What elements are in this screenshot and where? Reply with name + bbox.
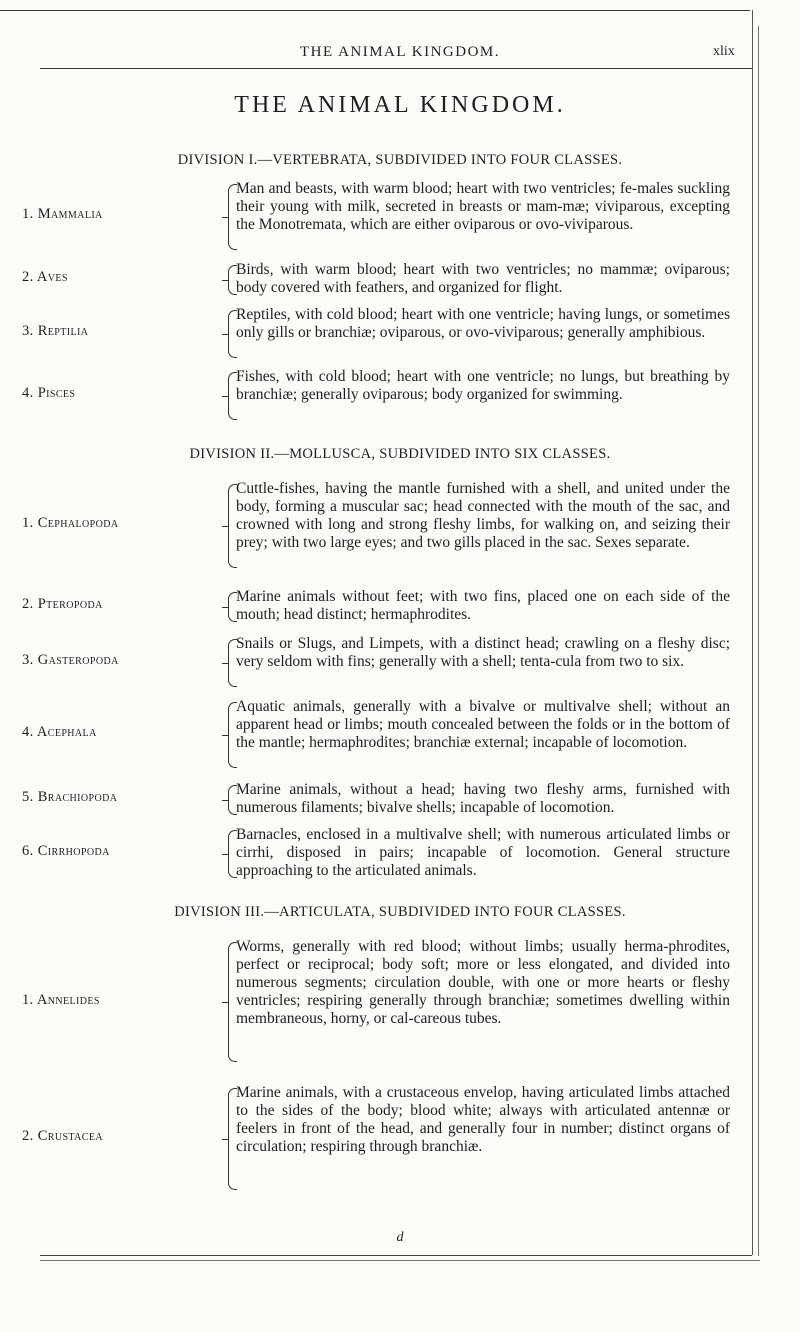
class-label: 2. Aves — [22, 269, 68, 285]
class-label: 1. Mammalia — [22, 206, 103, 222]
class-description: Man and beasts, with warm blood; heart with two ventricles; fe-males suckling their young with milk, secreted in breasts or mam-mæ; viviparous, excepting the Monotremata, which are either oviparous or ovo-viviparous. — [236, 180, 730, 233]
running-head: THE ANIMAL KINGDOM. — [299, 44, 500, 60]
division-heading: DIVISION II.—MOLLUSCA, SUBDIVIDED INTO SIX CLASSES. — [189, 446, 611, 462]
bottom-rule — [40, 1260, 760, 1261]
signature-mark: d — [396, 1230, 404, 1245]
class-description: Birds, with warm blood; heart with two ventricles; no mammæ; oviparous; body covered with feathers, and organized for flight. — [236, 261, 730, 296]
header-rule — [40, 68, 752, 69]
class-description: Aquatic animals, generally with a bivalve or multivalve shell; without an apparent head or limbs; mouth concealed between the folds or in the bottom of the mantle; hermaphrodites; branchiæ external; incapable of locomotion. — [236, 698, 730, 751]
class-label: 2. Pteropoda — [22, 596, 103, 612]
class-label: 4. Pisces — [22, 385, 76, 401]
class-label: 4. Acephala — [22, 724, 97, 740]
class-description: Marine animals, with a crustaceous envelop, having articulated limbs attached to the sides of the body; blood white; always with articulated antennæ or feelers in front of the head, and generally four in number; distinct organs of circulation; respiring through branchiæ. — [236, 1084, 730, 1155]
class-label: 5. Brachiopoda — [22, 789, 118, 805]
page-edge-line — [758, 26, 759, 1256]
class-label: 2. Crustacea — [22, 1128, 103, 1144]
class-description: Worms, generally with red blood; without limbs; usually herma-phrodites, perfect or reciprocal; body soft; more or less elongated, and divided into numerous segments; circulation double, with one or more hearts or fleshy ventricles; respiring generally through branchiæ; sometimes dwelling within membraneous, horny, or cal-careous tubes. — [236, 938, 730, 1027]
division-heading: DIVISION III.—ARTICULATA, SUBDIVIDED INTO FOUR CLASSES. — [174, 904, 626, 920]
class-label: 6. Cirrhopoda — [22, 843, 110, 859]
class-description: Cuttle-fishes, having the mantle furnished with a shell, and united under the body, forming a muscular sac; head connected with the mouth of the sac, and crowned with long and strong fleshy limbs, for walking on, and seizing their prey; with two large eyes; and two gills placed in the sac. Sexes separate. — [236, 480, 730, 551]
division-heading: DIVISION I.—VERTEBRATA, SUBDIVIDED INTO FOUR CLASSES. — [177, 152, 623, 168]
class-description: Fishes, with cold blood; heart with one ventricle; no lungs, but breathing by branchiæ; generally oviparous; body organized for swimming. — [236, 368, 730, 403]
class-description: Reptiles, with cold blood; heart with one ventricle; having lungs, or sometimes only gills or branchiæ; oviparous, or ovo-viviparous; generally amphibious. — [236, 306, 730, 341]
class-label: 1. Annelides — [22, 992, 100, 1008]
class-description: Marine animals without feet; with two fins, placed one on each side of the mouth; head distinct; hermaphrodites. — [236, 588, 730, 623]
class-description: Marine animals, without a head; having two fleshy arms, furnished with numerous filaments; bivalve shells; incapable of locomotion. — [236, 781, 730, 816]
bottom-rule — [40, 1255, 752, 1256]
class-description: Snails or Slugs, and Limpets, with a distinct head; crawling on a fleshy disc; very seldom with fins; generally with a shell; tenta-cula from two to six. — [236, 635, 730, 670]
top-rule — [0, 10, 750, 11]
class-label: 1. Cephalopoda — [22, 515, 119, 531]
page-title: THE ANIMAL KINGDOM. — [234, 92, 566, 118]
class-description: Barnacles, enclosed in a multivalve shell; with numerous articulated limbs or cirrhi, disposed in pairs; incapable of locomotion. General structure approaching to the articulated animals. — [236, 826, 730, 879]
class-label: 3. Gasteropoda — [22, 652, 119, 668]
page-edge-line — [752, 10, 753, 1255]
class-label: 3. Reptilia — [22, 323, 89, 339]
page-number: xlix — [713, 44, 735, 59]
